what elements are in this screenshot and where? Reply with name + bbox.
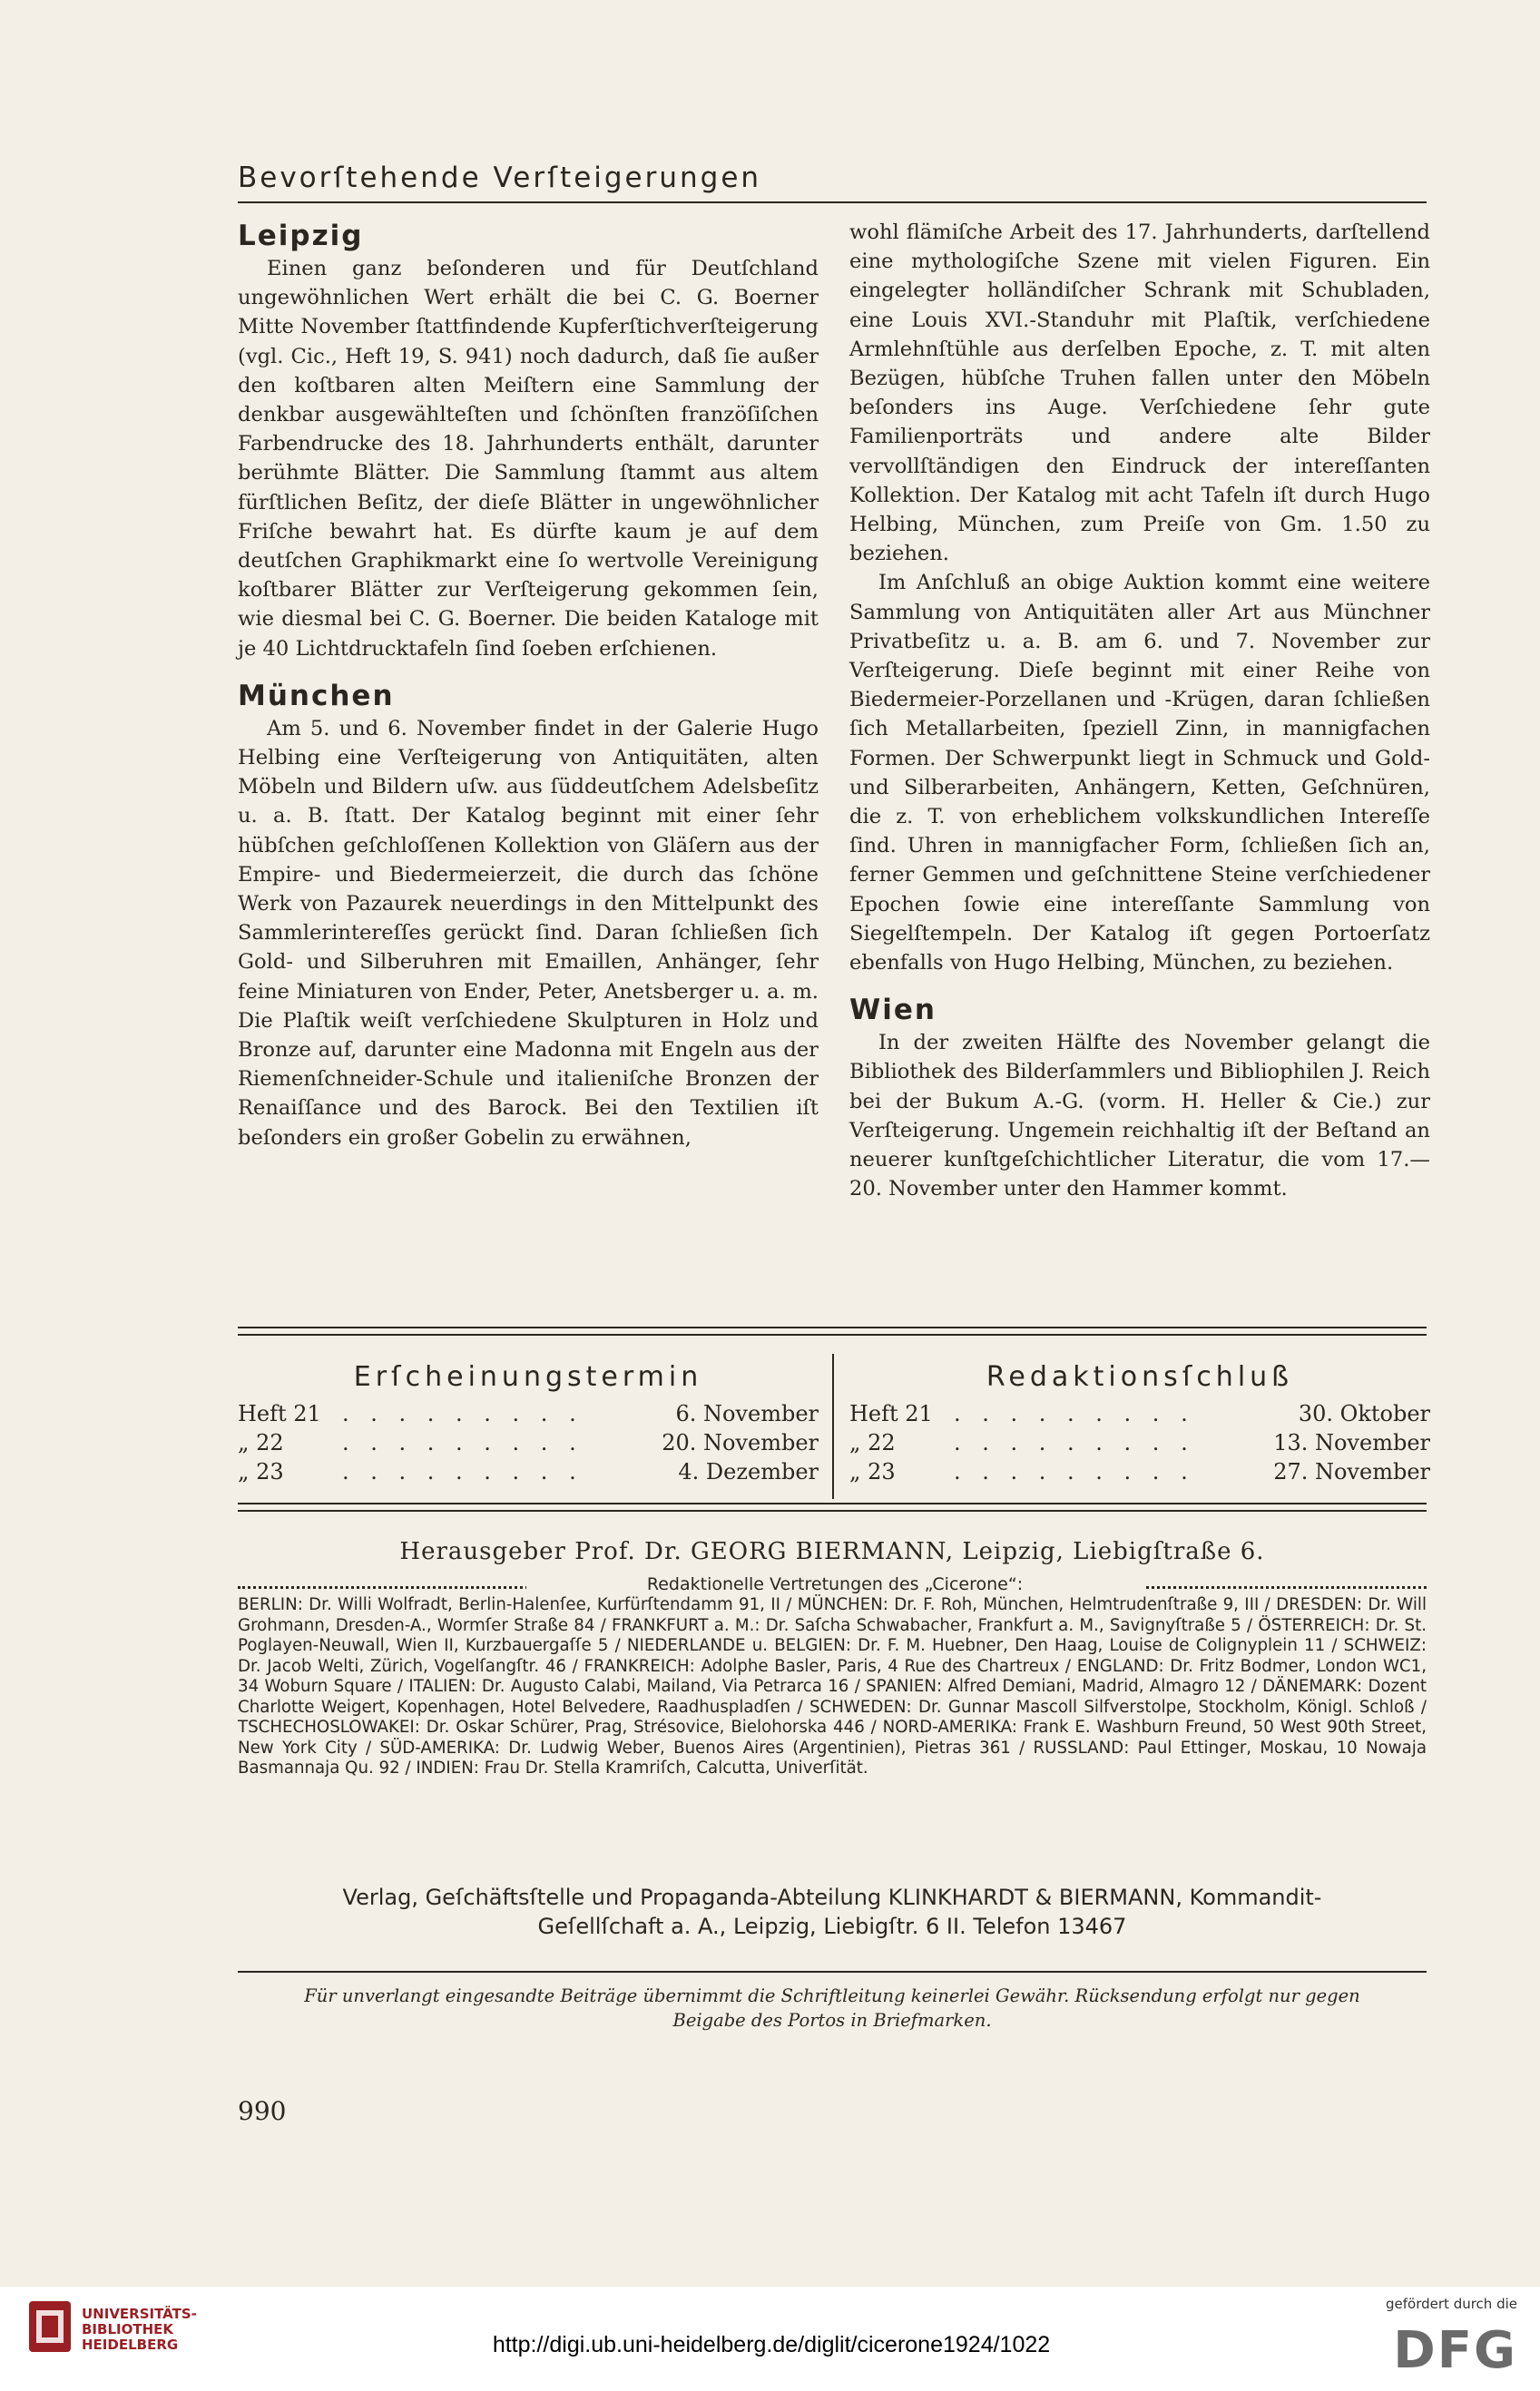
schedule-dots: . . . . . . . . . [342,1459,584,1485]
schedule-rule-top-1 [238,1327,1427,1328]
schedule-value: 6. November [675,1401,819,1426]
paragraph-wien: In der zweiten Hälfte des November gelangt die Bibliothek des Bilderſammlers und Bibliophilen J. Reich bei der Bukum A.-G. (vorm. H. Heller & Cie.) zur Verſteigerung. Ungemein reichhaltig iſt der Beſtand an neuerer kunſtgeſchichtlicher Literatur, die vom 17.—20. November unter den Hammer kommt. [849,1031,1430,1201]
schedule-row-erscheinung-22 [238,1428,819,1457]
schedule-divider [832,1354,834,1499]
publisher-line: Herausgeber Prof. Dr. GEORG BIERMANN, Leipzig, Liebigſtraße 6. [399,1538,1265,1565]
schedule-dots: . . . . . . . . . [342,1401,584,1426]
schedule-row-redaktion-22 [849,1428,1430,1457]
schedule-label: „ 23 [849,1459,896,1485]
paragraph-muenchen: Am 5. und 6. November findet in der Galerie Hugo Helbing eine Verſteigerung von Antiquitäten, alten Möbeln und Bildern uſw. aus ſüddeutſchem Adelsbeſitz u. a. B. ſtatt. Der Katalog beginnt mit einer ſehr hübſchen geſchloſſenen Kollektion von Gläſern aus der Empire- und Biedermeierzeit, die durch das ſchöne Werk von Pazaurek neuerdings in den Mittelpunkt des Sammlerintereſſes gerückt ſind. Daran ſchließen ſich Gold- und Silberuhren mit Emaillen, Anhänger, ſehr feine Miniaturen von Ender, Peter, Anetsberger u. a. m. Die Plaſtik weiſt verſchiedene Skulpturen in Holz und Bronze auf, darunter eine Madonna mit Engeln aus der Riemenſchneider-Schule und italieniſche Bronzen der Renaiſſance und des Barock. Bei den Textilien iſt beſonders ein großer Gobelin zu erwähnen, [238,716,819,1150]
schedule-label: „ 22 [849,1430,896,1455]
page-number: 990 [238,2096,287,2126]
institution-line-1: UNIVERSITÄTS- [82,2306,197,2322]
university-library-name [82,2307,197,2353]
schedule-row-redaktion-21 [849,1399,1430,1428]
representations-list: BERLIN: Dr. Willi Wolfradt, Berlin-Halenſee, Kurfürſtendamm 91, II / MÜNCHEN: Dr. F. Roh, München, Helmtrudenſtraße 9, III / DRESDEN: Dr. Will Grohmann, Dresden-A., Wormſer Straße 84 / FRANKFURT a. M.: Dr. Saſcha Schwabacher, Frankfurt a. M., Savignyſtraße 5 / ÖSTERREICH: Dr. St. Poglayen-Neuwall, Wien II, Kurzbauergaſſe 5 / NIEDERLANDE u. BELGIEN: Dr. F. M. Huebner, Den Haag, Louise de Colignyplein 11 / SCHWEIZ: Dr. Jacob Welti, Zürich, Vogelſangſtr. 46 / FRANKREICH: Adolphe Basler, Paris, 4 Rue des Chartreux / ENGLAND: Dr. Fritz Bodmer, London WC1, 34 Woburn Square / ITALIEN: Dr. Augusto Calabi, Mailand, Via Petrarca 16 / SPANIEN: Alfred Demiani, Madrid, Almagro 12 / DÄNEMARK: Dozent Charlotte Weigert, Kopenhagen, Hotel Belvedere, Raadhuspladſen / SCHWEDEN: Dr. Gunnar Mascoll Silfverstolpe, Stockholm, Königl. Schloß / TSCHECHOSLOWAKEI: Dr. Oskar Schürer, Prag, Strésovice, Bielohorska 446 / NORD-AMERIKA: Frank E. Washburn Freund, 50 West 90th Street, New York City / SÜD-AMERIKA: Dr. Ludwig Weber, Buenos Aires (Argentinien), Pietras 361 / RUSSLAND: Paul Ettinger, Moskau, 10 Nowaja Basmannaja Qu. 92 / INDIEN: Frau Dr. Stella Kramriſch, Calcutta, Univerſität. [238,1595,1427,1778]
section-heading-leipzig: Leipzig [238,220,364,252]
disclaimer-rule [238,1971,1427,1973]
schedule-row-erscheinung-21 [238,1399,819,1428]
university-seal-icon [27,2299,73,2354]
source-url-link[interactable]: http://digi.ub.uni-heidelberg.de/diglit/cicerone1924/1022 [492,2332,1051,2357]
disclaimer [238,1984,1427,2033]
verlag-line-2: Geſellſchaft a. A., Leipzig, Liebigſtr. 6 II. Telefon 13467 [537,1914,1127,1939]
schedule-value: 4. Dezember [678,1459,819,1485]
schedule-rule-top-2 [238,1334,1427,1336]
schedule-label: „ 22 [238,1430,284,1455]
paragraph-muenchen-anschluss: Im Anſchluß an obige Auktion kommt eine weitere Sammlung von Antiquitäten aller Art aus Münchner Privatbeſitz u. a. B. am 6. und 7. November zur Verſteigerung. Dieſe beginnt mit einer Reihe von Biedermeier-Porzellanen und -Krügen, daran ſchließen ſich Metallarbeiten, ſpeziell Zinn, in mannigfachen Formen. Der Schwerpunkt liegt in Schmuck und Gold- und Silberarbeiten, Anhängern, Ketten, Geſchnüren, die z. T. von erheblichem volkskundlichen Intereſſe ſind. Uhren in mannigfacher Form, ſchließen ſich an, ferner Gemmen und geſchnittene Steine verſchiedener Epochen ſowie eine intereſſante Sammlung von Siegelſtempeln. Der Katalog iſt gegen Portoerſatz ebenfalls von Hugo Helbing, München, zu beziehen. [849,571,1430,975]
section-heading-muenchen: München [238,679,395,712]
paragraph-leipzig: Einen ganz beſonderen und für Deutſchland ungewöhnlichen Wert erhält die bei C. G. Boerner Mitte November ſtattfindende Kupferſtichverſteigerung (vgl. Cic., Heft 19, S. 941) noch dadurch, daß ſie außer den koſtbaren alten Meiſtern eine Sammlung der denkbar ausgewählteſten und ſchönſten franzöſiſchen Farbendrucke des 18. Jahrhunderts enthält, darunter berühmte Blätter. Die Sammlung ſtammt aus altem fürſtlichen Beſitz, der dieſe Blätter in ungewöhnlicher Friſche bewahrt hat. Es dürfte kaum je auf dem deutſchen Graphikmarkt eine ſo wertvolle Vereinigung koſtbarer Blätter zur Verſteigerung gekommen ſein, wie diesmal bei C. G. Boerner. Die beiden Kataloge mit je 40 Lichtdrucktafeln ſind ſoeben erſchienen. [238,257,819,661]
disclaimer-line-1: Für unverlangt eingesandte Beiträge übernimmt die Schriftleitung keinerlei Gewähr. Rücksendung erfolgt nur gegen [304,1985,1360,2006]
verlag-block [238,1883,1427,1941]
institution-line-2: BIBLIOTHEK [82,2321,173,2337]
paragraph-muenchen-continued: wohl flämiſche Arbeit des 17. Jahrhunderts, darſtellend eine mythologiſche Szene mit vielen Figuren. Ein eingelegter holländiſcher Schrank mit Schubladen, eine Louis XVI.-Standuhr mit Plaſtik, verſchiedene Armlehnſtühle aus derſelben Epoche, z. T. mit alten Bezügen, hübſche Truhen fallen unter den Möbeln beſonders ins Auge. Verſchiedene ſehr gute Familienporträts und andere alte Bilder vervollſtändigen den Eindruck der intereſſanten Kollektion. Der Katalog mit acht Tafeln iſt durch Hugo Helbing, München, zum Preiſe von Gm. 1.50 zu beziehen. [849,220,1430,566]
disclaimer-line-2: Beigabe des Portos in Briefmarken. [672,2010,992,2031]
schedule-row-erscheinung-23 [238,1457,819,1486]
schedule-dots: . . . . . . . . . [954,1430,1195,1455]
schedule-value: 27. November [1273,1459,1430,1485]
schedule-value: 13. November [1273,1430,1430,1455]
funding-label: gefördert durch die [1386,2296,1517,2312]
schedule-value: 20. November [662,1430,819,1455]
representations-title: Redaktionelle Vertretungen des „Cicerone“: [526,1574,1143,1594]
section-heading-wien: Wien [849,994,937,1027]
running-head: Bevorſtehende Verſteigerungen [238,162,762,194]
schedule-dots: . . . . . . . . . [954,1401,1195,1426]
schedule-label: „ 23 [238,1459,284,1485]
left-column [238,218,819,1152]
dfg-logo: DFG [1393,2321,1517,2380]
right-column [849,218,1430,1204]
schedule-rule-bottom-1 [238,1503,1427,1504]
schedule-label: Heft 21 [238,1401,321,1426]
schedule-title-erscheinung: Erſcheinungstermin [353,1361,703,1393]
header-rule [238,201,1427,203]
schedule-label: Heft 21 [849,1401,933,1426]
verlag-line-1: Verlag, Geſchäftsſtelle und Propaganda-Abteilung KLINKHARDT & BIERMANN, Kommandit- [342,1885,1322,1910]
schedule-dots: . . . . . . . . . [954,1459,1195,1485]
schedule-row-redaktion-23 [849,1457,1430,1486]
schedule-rule-bottom-2 [238,1510,1427,1512]
digitization-footer [0,2287,1540,2391]
institution-line-3: HEIDELBERG [82,2337,179,2353]
schedule-value: 30. Oktober [1298,1401,1430,1426]
schedule-dots: . . . . . . . . . [342,1430,584,1455]
schedule-title-redaktion: Redaktionsſchluß [986,1361,1294,1393]
